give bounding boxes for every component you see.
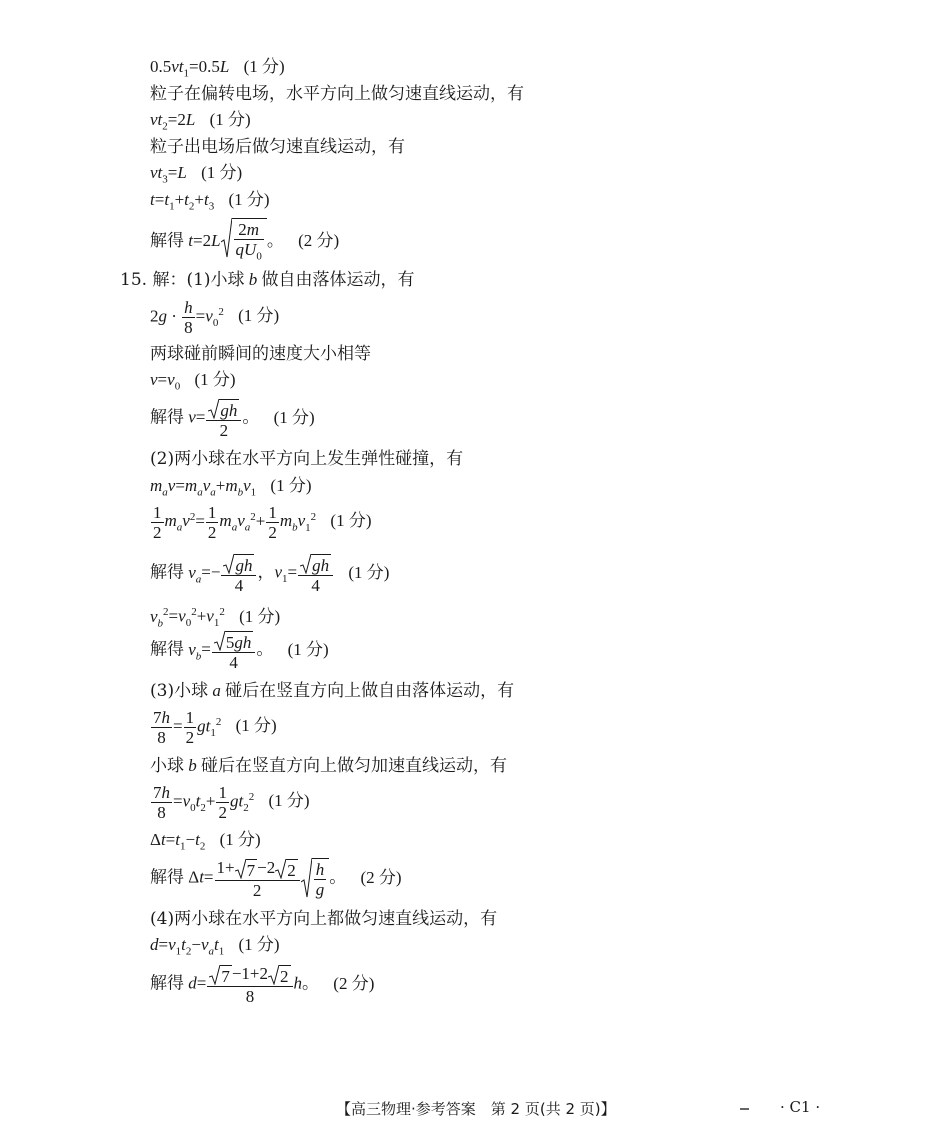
eq-line-6: $t=t_1+t_2+t_3$ (1 分): [150, 190, 270, 213]
eq-line-1: $0.5vt_1=0.5L$ (1 分): [150, 57, 285, 80]
eq-line-7: 解得 t=2L $\frac{2m}{qU_0}$ 。 (2 分): [150, 218, 339, 266]
score-17: (1 分): [239, 606, 281, 626]
score-9: (1 分): [238, 306, 280, 326]
part-2-heading: (2)两小球在水平方向上发生弹性碰撞，有: [150, 449, 464, 469]
scan-mark: [740, 1108, 749, 1110]
eq-line-15: $\frac{1}{2}$ $m_av^2=$ $\frac{1}{2}$ $m_av_a^2+$ $\frac{1}{2}$ $m_bv_1^2$ (1 分): [153, 503, 372, 542]
eq-line-16: 解得 $v_a=-$ $\frac{gh}{4}$ ，$v_1=$ $\frac{gh}{4}$ (1 分): [150, 553, 389, 595]
eq-line-5: $vt_3=L$ (1 分): [150, 163, 243, 186]
eq-line-20: $\frac{7h}{8}$ = $\frac{1}{2}$ $gt_1^2$ (1 分): [153, 708, 277, 747]
score-20: (1 分): [235, 716, 277, 736]
part-4-heading: (4)两小球在水平方向上都做匀速直线运动，有: [150, 909, 498, 929]
score-14: (1 分): [270, 476, 312, 495]
eq-line-18: 解得 $v_b=$ $\frac{5gh}{4}$ 。 (1 分): [150, 630, 329, 672]
score-27: (2 分): [333, 973, 375, 993]
eq-line-26: $d=v_1t_2-v_at_1$ (1 分): [150, 935, 280, 958]
eq-line-3: $vt_2=2L$ (1 分): [150, 110, 251, 133]
solve-label: 解得: [150, 231, 184, 251]
eq-line-17: $v_b^2=v_0^2+v_1^2$ (1 分): [150, 606, 281, 630]
score-22: (1 分): [268, 791, 310, 811]
text-line-4: 粒子出电场后做匀速直线运动，有: [150, 137, 405, 157]
eq-line-9: 2g · $\frac{h}{8}$ $=v_0^2$ (1 分): [150, 298, 280, 337]
score-26: (1 分): [238, 935, 280, 954]
eq-line-24: 解得 Δt= 1+ 7 −2 2 2 $\frac{h}{g}$ 。 (2 分): [150, 858, 402, 900]
score-3: (1 分): [209, 110, 251, 129]
score-24: (2 分): [360, 867, 402, 887]
text-line-2: 粒子在偏转电场，水平方向上做匀速直线运动，有: [150, 84, 524, 104]
score-12: (1 分): [273, 407, 315, 427]
sqrt-symbol: $\frac{2m}{qU_0}$: [221, 218, 267, 266]
eq-line-23: $\Delta t=t_1-t_2$ (1 分): [150, 830, 261, 853]
question-15-heading: 15. 解：(1)小球 b 做自由落体运动，有: [120, 270, 415, 290]
text-line-10: 两球碰前瞬间的速度大小相等: [150, 344, 371, 364]
eq-line-22: $\frac{7h}{8}$ $=v_0t_2+$ $\frac{1}{2}$ $gt_2^2$ (1 分): [153, 783, 310, 822]
score-11: (1 分): [194, 370, 236, 389]
score-23: (1 分): [219, 830, 261, 849]
score-16: (1 分): [348, 562, 390, 582]
score-5: (1 分): [201, 163, 243, 182]
score-6: (1 分): [228, 190, 270, 209]
score-15: (1 分): [330, 511, 372, 531]
page-code: · C1 ·: [780, 1098, 821, 1116]
score-18: (1 分): [287, 639, 329, 659]
score-1: (1 分): [243, 57, 285, 76]
eq-line-14: $m_av=m_av_a+m_bv_1$ (1 分): [150, 476, 312, 499]
page-footer: 【高三物理·参考答案 第 2 页(共 2 页)】: [336, 1100, 616, 1118]
eq-line-27: 解得 d= 7 −1+2 2 8 h。 (2 分): [150, 964, 375, 1006]
eq-line-12: 解得 v= $\frac{gh}{2}$ 。 (1 分): [150, 398, 315, 440]
text-line-21: 小球 b 碰后在竖直方向上做匀加速直线运动，有: [150, 756, 507, 776]
eq-line-11: $v=v_0$ (1 分): [150, 370, 236, 393]
score-7: (2 分): [298, 231, 340, 251]
part-3-heading: (3)小球 a 碰后在竖直方向上做自由落体运动，有: [150, 681, 515, 701]
